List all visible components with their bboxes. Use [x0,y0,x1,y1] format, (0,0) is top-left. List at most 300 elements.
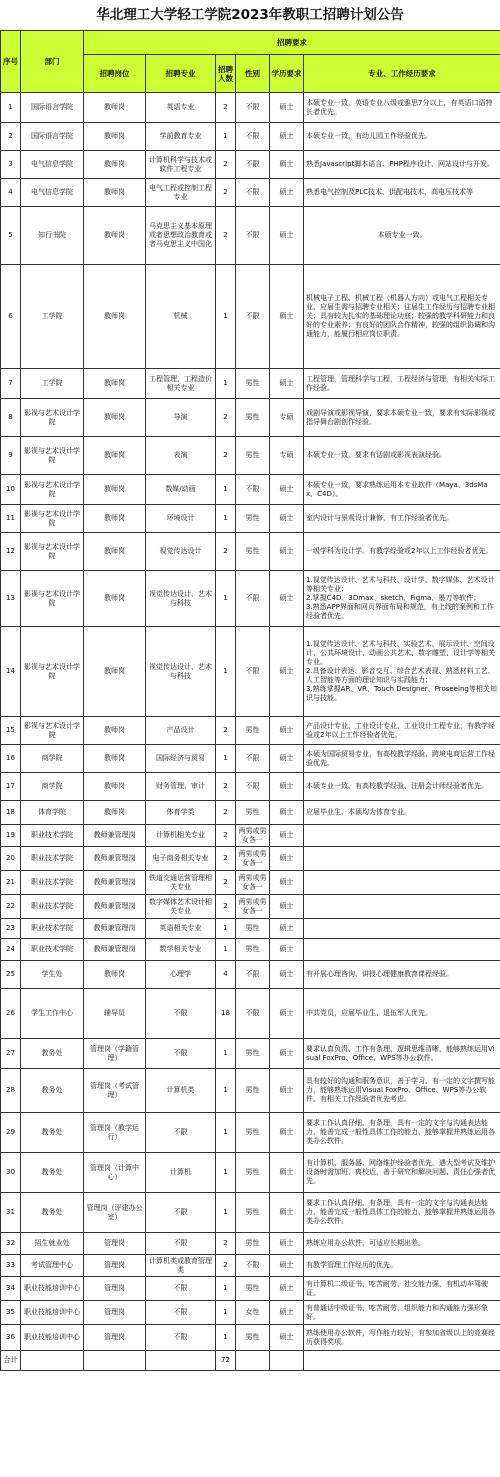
cell-no: 2 [1,123,21,151]
cell-no: 4 [1,179,21,207]
cell-major: 马克思主义基本原理或者思想政治教育或者马克思主义中国化 [146,207,216,265]
page-title: 华北理工大学轻工学院2023年教职工招聘计划公告 [96,7,404,23]
cell-dept: 商学院 [21,745,84,773]
header-major: 招聘专业 [146,55,216,93]
cell-count: 2 [216,533,236,571]
cell-gender: 不限 [236,207,270,265]
cell-req [304,871,500,895]
cell-gender: 男性 [236,1039,270,1069]
cell-gender: 男性 [236,801,270,825]
table-row [1,745,500,773]
table-row [1,1193,500,1233]
cell-major: 财务管理、审计 [146,773,216,801]
cell-req: 1.视觉传达设计、艺术与科技、实验艺术、展示设计、空间设计、公共环境设计、动画公共艺术、数字雕塑、设计学等相关专业。 2.具备设计表达、影音交互、综合艺术表现、熟悉材料工艺、人工智能等方面的理论知识与实践能力； 3.熟练掌握AR、VR、Touch Designer、Proseeing等相关知识与技能。 [304,627,500,717]
cell-no: 15 [1,717,21,745]
table-row [1,919,500,939]
cell-no: 24 [1,939,21,961]
cell-post: 教师岗 [84,265,146,369]
cell-req: 戏剧导演或影视导演，要求本硕专业一致，要求有实际影视或指导舞台剧创作经验。 [304,399,500,437]
cell-req: 有普通话中级证书，吃苦耐劳，组织能力和沟通能力强形象好。 [304,1301,500,1325]
cell-gender: 两男或男女各一 [236,825,270,847]
cell-no: 27 [1,1039,21,1069]
table-row [1,475,500,505]
cell-dept: 职业技能培训中心 [21,1277,84,1301]
table-row [1,265,500,369]
cell-post: 管理岗（学籍管理） [84,1039,146,1069]
table-row [1,533,500,571]
cell-gender: 男性 [236,437,270,475]
cell-dept: 学生处 [21,961,84,989]
cell-no: 36 [1,1325,21,1351]
cell-gender: 男性 [236,919,270,939]
cell-dept: 知行书院 [21,207,84,265]
cell-edu: 硕士 [270,1153,304,1193]
cell-gender: 男性 [236,533,270,571]
cell-major: 表演 [146,437,216,475]
cell-count: 1 [216,1277,236,1301]
cell-gender: 女性 [236,1301,270,1325]
cell-count: 1 [216,1069,236,1113]
cell-edu: 硕士 [270,1233,304,1255]
table-row [1,1255,500,1277]
cell-major: 铁道交通运营管理相关专业 [146,871,216,895]
cell-dept: 职业技能培训中心 [21,1301,84,1325]
cell-edu: 硕士 [270,847,304,871]
cell-gender: 不限 [236,179,270,207]
cell-edu: 硕士 [270,919,304,939]
table-row [1,93,500,123]
table-row [1,1277,500,1301]
cell-gender: 不限 [236,745,270,773]
cell-major: 英语专业 [146,93,216,123]
table-row [1,871,500,895]
cell-post: 管理岗（评建办公室） [84,1193,146,1233]
cell-gender: 男性 [236,1325,270,1351]
cell-req: 本硕专业一致，要求熟练运用本专业软件（Maya、3dsMax、C4D）。 [304,475,500,505]
cell-req: 1.视觉传达设计、艺术与科技、设计学、数字媒体、艺术设计等相关专业； 2.掌握C4D、3Dmax、sketch、Figma、墨刀等软件； 3.熟悉APP界面和网页界面布局和规范，有上线的案例和工作经验者优先。 [304,571,500,627]
table-row [1,505,500,533]
cell-dept: 教务处 [21,1039,84,1069]
cell-dept: 影视与艺术设计学院 [21,475,84,505]
cell-req: 工程管理，管理科学与工程，工程经济与管理，有相关实际工作经验。 [304,369,500,399]
cell-no: 32 [1,1233,21,1255]
cell-gender: 两男或男女各一 [236,847,270,871]
cell-count: 2 [216,399,236,437]
cell-gender: 不限 [236,265,270,369]
cell-req: 应届毕业生，本硕均为体育专业。 [304,801,500,825]
cell-dept: 教务处 [21,1193,84,1233]
cell-count: 2 [216,93,236,123]
cell-post: 辅导员 [84,989,146,1039]
cell-gender: 男性 [236,1069,270,1113]
cell-req: 本硕专业一致。 [304,207,500,265]
cell-edu: 硕士 [270,1301,304,1325]
cell-dept: 职业技术学院 [21,871,84,895]
cell-post: 教师岗 [84,801,146,825]
cell-dept: 职业技能培训中心 [21,1325,84,1351]
cell-gender: 不限 [236,773,270,801]
cell-gender: 不限 [236,627,270,717]
cell-gender: 男性 [236,399,270,437]
cell-no: 14 [1,627,21,717]
cell-no: 20 [1,847,21,871]
cell-req: 有开展心理咨询、讲授心理健康教育课程经验。 [304,961,500,989]
cell-post: 教师岗 [84,93,146,123]
cell-no: 3 [1,151,21,179]
cell-major: 计算机科学与技术或软件工程专业 [146,151,216,179]
cell-post: 教师兼管理岗 [84,919,146,939]
cell-no: 25 [1,961,21,989]
table-row [1,825,500,847]
cell-post: 管理岗 [84,1325,146,1351]
cell-post: 教师岗 [84,961,146,989]
table-row [1,1301,500,1325]
cell-post: 教师兼管理岗 [84,847,146,871]
cell-dept: 商学院 [21,773,84,801]
cell-req: 熟练应用办公软件，可适应长期出差。 [304,1233,500,1255]
cell-major: 环境设计 [146,505,216,533]
cell-no: 30 [1,1153,21,1193]
cell-no: 28 [1,1069,21,1113]
cell-no: 12 [1,533,21,571]
cell-req: 要求工作认真仔细、有条理，具有一定的文字与沟通表达能力，能善完成一般性具体工作的能力，能够掌握并熟练运用各类办公软件。 [304,1193,500,1233]
cell-count: 2 [216,847,236,871]
cell-edu: 硕士 [270,717,304,745]
cell-no: 1 [1,93,21,123]
cell-post: 教师岗 [84,505,146,533]
cell-gender: 男性 [236,1153,270,1193]
cell-post: 教师岗 [84,437,146,475]
cell-edu: 硕士 [270,533,304,571]
cell-gender: 男性 [236,1277,270,1301]
cell-dept: 职业技术学院 [21,847,84,871]
cell-no: 16 [1,745,21,773]
table-row [1,847,500,871]
cell-no: 10 [1,475,21,505]
table-row [1,207,500,265]
header-count: 招聘人数 [216,55,236,93]
cell-req: 要求认真负责、工作有条理、逻辑思维清晰，能够熟练运用Visual FoxPro、Office、WPS等办公软件。 [304,1039,500,1069]
cell-post: 教师岗 [84,179,146,207]
cell-post: 教师岗 [84,745,146,773]
table-row [1,1113,500,1153]
cell-post: 管理岗 [84,1301,146,1325]
cell-gender: 不限 [236,475,270,505]
table-row [1,939,500,961]
cell-gender: 两男或男女各一 [236,895,270,919]
cell-count: 1 [216,919,236,939]
cell-no: 11 [1,505,21,533]
cell-post: 管理岗 [84,1255,146,1277]
cell-req [304,919,500,939]
cell-edu: 硕士 [270,773,304,801]
cell-req: 本硕专业一致，有高校教学经验、注册会计师经验者优先。 [304,773,500,801]
cell-major: 不限 [146,1039,216,1069]
cell-post: 教师兼管理岗 [84,825,146,847]
cell-major: 电气工程或控制工程专业 [146,179,216,207]
cell-req [304,895,500,919]
cell-req: 熟练使用办公软件，写作能力较好，有参加省级以上的竞赛经历获得奖项。 [304,1325,500,1351]
table-row [1,1069,500,1113]
cell-edu: 硕士 [270,151,304,179]
header-group: 招聘要求 [84,31,500,55]
cell-major: 计算机相关专业 [146,825,216,847]
cell-req: 有计算机二级证书，吃苦耐劳，社交能力强，有机动车驾驶证。 [304,1277,500,1301]
cell-dept: 影视与艺术设计学院 [21,627,84,717]
table-row [1,1233,500,1255]
table-row [1,437,500,475]
cell-post: 管理岗（教学运行） [84,1113,146,1153]
cell-post: 教师岗 [84,571,146,627]
cell-major: 不限 [146,1301,216,1325]
cell-edu: 硕士 [270,1325,304,1351]
cell-gender: 不限 [236,151,270,179]
cell-no: 33 [1,1255,21,1277]
cell-major: 不限 [146,1193,216,1233]
cell-edu: 硕士 [270,895,304,919]
cell-post: 教师岗 [84,717,146,745]
cell-edu: 硕士 [270,989,304,1039]
cell-req [304,939,500,961]
cell-major: 不限 [146,1233,216,1255]
cell-major: 工程管理，工程造价相关专业 [146,369,216,399]
cell-no: 35 [1,1301,21,1325]
cell-req: 本硕专业一致，要求有话剧或影视表演经验。 [304,437,500,475]
cell-edu: 硕士 [270,571,304,627]
cell-no: 7 [1,369,21,399]
cell-major: 计算机类或教育管理类 [146,1255,216,1277]
cell-no: 29 [1,1113,21,1153]
cell-edu: 硕士 [270,505,304,533]
cell-count: 1 [216,571,236,627]
cell-dept: 影视与艺术设计学院 [21,505,84,533]
cell-edu: 硕士 [270,627,304,717]
cell-no: 9 [1,437,21,475]
cell-count: 1 [216,627,236,717]
cell-post: 教师岗 [84,369,146,399]
cell-req: 本硕为国际贸易专业，有高校教学经验、跨境电商运营工作经验优先。 [304,745,500,773]
cell-edu: 硕士 [270,93,304,123]
table-row [1,989,500,1039]
cell-gender: 不限 [236,93,270,123]
cell-gender: 不限 [236,571,270,627]
cell-major: 不限 [146,1325,216,1351]
cell-count: 2 [216,179,236,207]
cell-gender: 不限 [236,1255,270,1277]
cell-req [304,825,500,847]
cell-major: 数字媒体艺术设计相关专业 [146,895,216,919]
cell-post: 教师岗 [84,475,146,505]
cell-dept: 学生工作中心 [21,989,84,1039]
cell-no: 31 [1,1193,21,1233]
cell-major: 视觉传达设计、艺术与科技 [146,627,216,717]
cell-count: 2 [216,717,236,745]
cell-post: 管理岗（考试管理） [84,1069,146,1113]
cell-post: 教师岗 [84,207,146,265]
table-row [1,801,500,825]
cell-count: 2 [216,801,236,825]
cell-req: 中共党员，应届毕业生、退伍军人优先。 [304,989,500,1039]
cell-req: 本硕专业一致，英语专业八级或雅思7分以上，有英语口语特长者优先。 [304,93,500,123]
cell-major: 计算机类 [146,1069,216,1113]
cell-req: 有计算机、服务器、网络维护经验者优先。遇大型考试及维护设备时需加班，离校近，善于研究和解决问题、责任心强者优先。 [304,1153,500,1193]
cell-count: 1 [216,1039,236,1069]
cell-edu: 硕士 [270,369,304,399]
cell-count: 1 [216,1113,236,1153]
cell-req: 熟悉Javascript脚本语言、PHP程序设计、网站设计与开发。 [304,151,500,179]
total-count: 72 [216,1351,236,1371]
cell-edu: 硕士 [270,961,304,989]
table-row [1,369,500,399]
cell-no: 6 [1,265,21,369]
table-row [1,1153,500,1193]
table-row [1,773,500,801]
cell-dept: 电气信息学院 [21,151,84,179]
cell-count: 2 [216,207,236,265]
cell-major: 学前教育专业 [146,123,216,151]
cell-req: 一级学科为设计学。有教学经验或2年以上工作经验者优先。 [304,533,500,571]
cell-major: 电子商务相关专业 [146,847,216,871]
cell-count: 1 [216,369,236,399]
cell-count: 1 [216,265,236,369]
cell-count: 2 [216,1233,236,1255]
cell-dept: 国际语言学院 [21,123,84,151]
cell-edu: 硕士 [270,475,304,505]
cell-count: 2 [216,825,236,847]
cell-dept: 招生就业处 [21,1233,84,1255]
cell-count: 2 [216,895,236,919]
cell-edu: 硕士 [270,1113,304,1153]
cell-dept: 教务处 [21,1069,84,1113]
cell-edu: 硕士 [270,265,304,369]
cell-gender: 不限 [236,961,270,989]
table-row [1,627,500,717]
cell-no: 26 [1,989,21,1039]
table-body [1,93,500,1351]
cell-post: 管理岗（计算中心） [84,1153,146,1193]
cell-count: 1 [216,1193,236,1233]
cell-no: 19 [1,825,21,847]
cell-dept: 职业技术学院 [21,919,84,939]
header-req: 专业、工作经历要求 [304,55,500,93]
cell-edu: 硕士 [270,179,304,207]
cell-gender: 男性 [236,505,270,533]
table-row [1,571,500,627]
cell-major: 英语相关专业 [146,919,216,939]
table-row [1,179,500,207]
cell-edu: 硕士 [270,1039,304,1069]
cell-dept: 教务处 [21,1113,84,1153]
cell-edu: 硕士 [270,871,304,895]
cell-dept: 电气信息学院 [21,179,84,207]
cell-post: 管理岗 [84,1233,146,1255]
cell-gender: 男性 [236,717,270,745]
table-row [1,151,500,179]
cell-count: 2 [216,773,236,801]
cell-dept: 职业技术学院 [21,895,84,919]
cell-req: 产品设计专业、工业设计专业、工业设计工程专业，有教学经验或2年以上工作经验者优先。 [304,717,500,745]
cell-no: 21 [1,871,21,895]
cell-count: 1 [216,939,236,961]
cell-req: 本硕专业一致，有幼儿园工作经验优先。 [304,123,500,151]
cell-gender: 男性 [236,369,270,399]
cell-dept: 体育学院 [21,801,84,825]
cell-dept: 影视与艺术设计学院 [21,437,84,475]
cell-post: 教师岗 [84,151,146,179]
cell-edu: 硕士 [270,1069,304,1113]
cell-edu: 硕士 [270,939,304,961]
cell-count: 1 [216,123,236,151]
cell-major: 机械 [146,265,216,369]
cell-gender: 男性 [236,1193,270,1233]
cell-edu: 专硕 [270,399,304,437]
cell-major: 视觉传达设计 [146,533,216,571]
cell-edu: 硕士 [270,1255,304,1277]
header-edu: 学历要求 [270,55,304,93]
cell-dept: 影视与艺术设计学院 [21,717,84,745]
cell-gender: 不限 [236,123,270,151]
cell-no: 34 [1,1277,21,1301]
cell-edu: 硕士 [270,1193,304,1233]
cell-req: 室内设计与景观设计兼修，有工作经验者优先。 [304,505,500,533]
cell-edu: 硕士 [270,1277,304,1301]
cell-major: 产品设计 [146,717,216,745]
cell-no: 13 [1,571,21,627]
header-no: 序号 [1,31,21,93]
cell-dept: 考试管理中心 [21,1255,84,1277]
cell-major: 计算机 [146,1153,216,1193]
cell-count: 1 [216,475,236,505]
cell-gender: 不限 [236,989,270,1039]
cell-major: 视觉传达设计、艺术与科技 [146,571,216,627]
cell-major: 心理学 [146,961,216,989]
recruitment-table [0,30,500,1371]
cell-major: 不限 [146,1277,216,1301]
header-post: 招聘岗位 [84,55,146,93]
cell-no: 23 [1,919,21,939]
table-row [1,895,500,919]
cell-no: 18 [1,801,21,825]
cell-no: 5 [1,207,21,265]
cell-dept: 职业技术学院 [21,939,84,961]
cell-count: 1 [216,1301,236,1325]
cell-count: 1 [216,505,236,533]
cell-count: 2 [216,151,236,179]
cell-edu: 硕士 [270,745,304,773]
cell-dept: 影视与艺术设计学院 [21,399,84,437]
cell-count: 2 [216,871,236,895]
cell-post: 管理岗 [84,1277,146,1301]
cell-req [304,847,500,871]
cell-dept: 工学院 [21,369,84,399]
table-row [1,961,500,989]
cell-post: 教师兼管理岗 [84,871,146,895]
cell-edu: 硕士 [270,801,304,825]
cell-edu: 硕士 [270,825,304,847]
cell-edu: 硕士 [270,207,304,265]
cell-count: 1 [216,1153,236,1193]
cell-dept: 影视与艺术设计学院 [21,533,84,571]
cell-count: 18 [216,989,236,1039]
cell-major: 不限 [146,989,216,1039]
header-gender: 性别 [236,55,270,93]
cell-dept: 职业技术学院 [21,825,84,847]
cell-dept: 国际语言学院 [21,93,84,123]
cell-edu: 硕士 [270,123,304,151]
cell-post: 教师岗 [84,533,146,571]
cell-major: 导演 [146,399,216,437]
cell-count: 2 [216,1255,236,1277]
